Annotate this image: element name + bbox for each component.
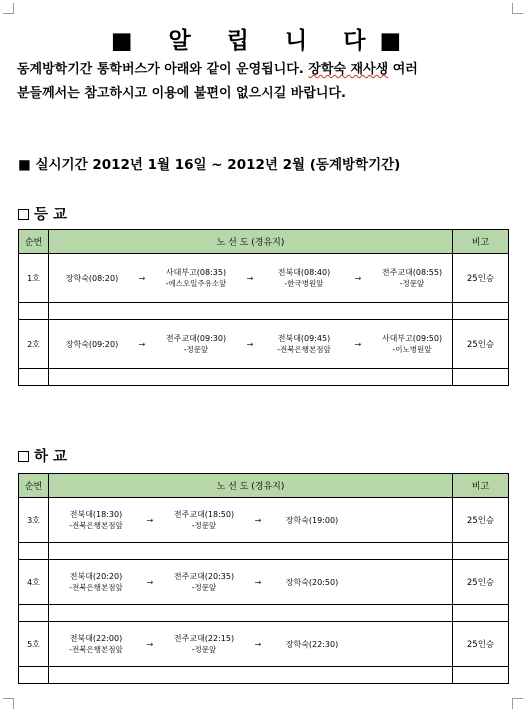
bus-number: 4호 [19,560,49,605]
route-stop: 전북대(08:40) -한국병원앞 [277,268,331,288]
section-heading-commute-out [18,445,67,466]
arrow-icon: → [138,273,146,283]
intro-line-2: 분들께서는 참고하시고 이용에 불편이 없으시길 바랍니다. [17,86,346,101]
section-label: 등 교 [34,207,68,223]
bus-capacity: 25인승 [453,320,509,369]
route-stop: 전북대(18:30) -전북은행본점앞 [69,510,123,530]
section-label: 하 교 [34,449,68,465]
column-header-number: 순번 [19,474,49,498]
arrow-icon: → [146,577,154,587]
bus-capacity: 25인승 [453,498,509,543]
route-stop: 사대부고(08:35) -에스오일주유소앞 [165,268,227,288]
period-line: ■ 실시기간 2012년 1월 16일 ~ 2012년 2월 (동계방학기간) [18,157,401,173]
page-corner-mark [512,3,523,14]
table-row [19,254,509,303]
bus-number: 3호 [19,498,49,543]
route-stop: 사대부고(09:50) -이노병원앞 [381,334,443,354]
bus-capacity: 25인승 [453,622,509,667]
table-header-row [19,474,509,498]
notice-title: ■ 알 립 니 다■ [110,28,416,54]
bus-number: 5호 [19,622,49,667]
section-heading-commute-in [18,203,67,224]
spellcheck-underlined-text: 장학숙 재사생 [308,62,389,77]
route-stop: 전북대(09:45) -전북은행본점앞 [277,334,331,354]
route-stop: 장학숙(22:30) [285,639,339,649]
route-stop: 전주교대(08:55) -정문앞 [381,268,443,288]
schedule-table-commute-out [18,473,509,684]
table-spacer-row [19,303,509,320]
route-stop: 전주교대(20:35) -정문앞 [173,572,235,592]
table-spacer-row [19,605,509,622]
route-cell [49,254,453,303]
intro-line-1 [17,58,517,82]
route-cell [49,560,453,605]
column-header-number: 순번 [19,230,49,254]
intro-paragraph [17,58,517,106]
table-row [19,622,509,667]
bus-number: 1호 [19,254,49,303]
arrow-icon: → [354,273,362,283]
table-spacer-row [19,369,509,386]
route-stop: 전주교대(22:15) -정문앞 [173,634,235,654]
intro-text: 여러 [388,62,418,77]
arrow-icon: → [254,515,262,525]
arrow-icon: → [254,639,262,649]
bus-capacity: 25인승 [453,254,509,303]
arrow-icon: → [146,515,154,525]
intro-text: 동계방학기간 통학버스가 아래와 같이 운영됩니다. [17,62,309,77]
arrow-icon: → [146,639,154,649]
arrow-icon: → [254,577,262,587]
schedule-table-commute-in [18,229,509,386]
route-cell [49,320,453,369]
column-header-note: 비고 [453,230,509,254]
route-stop: 장학숙(19:00) [285,515,339,525]
table-spacer-row [19,543,509,560]
table-row [19,560,509,605]
page-corner-mark [512,698,523,709]
bus-capacity: 25인승 [453,560,509,605]
route-stop: 전주교대(18:50) -정문앞 [173,510,235,530]
bus-number: 2호 [19,320,49,369]
page-corner-mark [3,3,14,14]
route-cell [49,622,453,667]
arrow-icon: → [246,273,254,283]
route-stop: 장학숙(09:20) [65,339,119,349]
table-spacer-row [19,667,509,684]
column-header-route: 노 선 도 (경유지) [49,474,453,498]
route-stop: 전북대(22:00) -전북은행본점앞 [69,634,123,654]
arrow-icon: → [246,339,254,349]
page-corner-mark [3,698,14,709]
route-cell [49,498,453,543]
table-row [19,320,509,369]
route-stop: 장학숙(20:50) [285,577,339,587]
arrow-icon: → [138,339,146,349]
checkbox-square-icon [18,209,29,220]
route-stop: 전주교대(09:30) -정문앞 [165,334,227,354]
table-row [19,498,509,543]
route-stop: 전북대(20:20) -전북은행본점앞 [69,572,123,592]
arrow-icon: → [354,339,362,349]
checkbox-square-icon [18,451,29,462]
table-header-row [19,230,509,254]
column-header-route: 노 선 도 (경유지) [49,230,453,254]
route-stop: 장학숙(08:20) [65,273,119,283]
column-header-note: 비고 [453,474,509,498]
